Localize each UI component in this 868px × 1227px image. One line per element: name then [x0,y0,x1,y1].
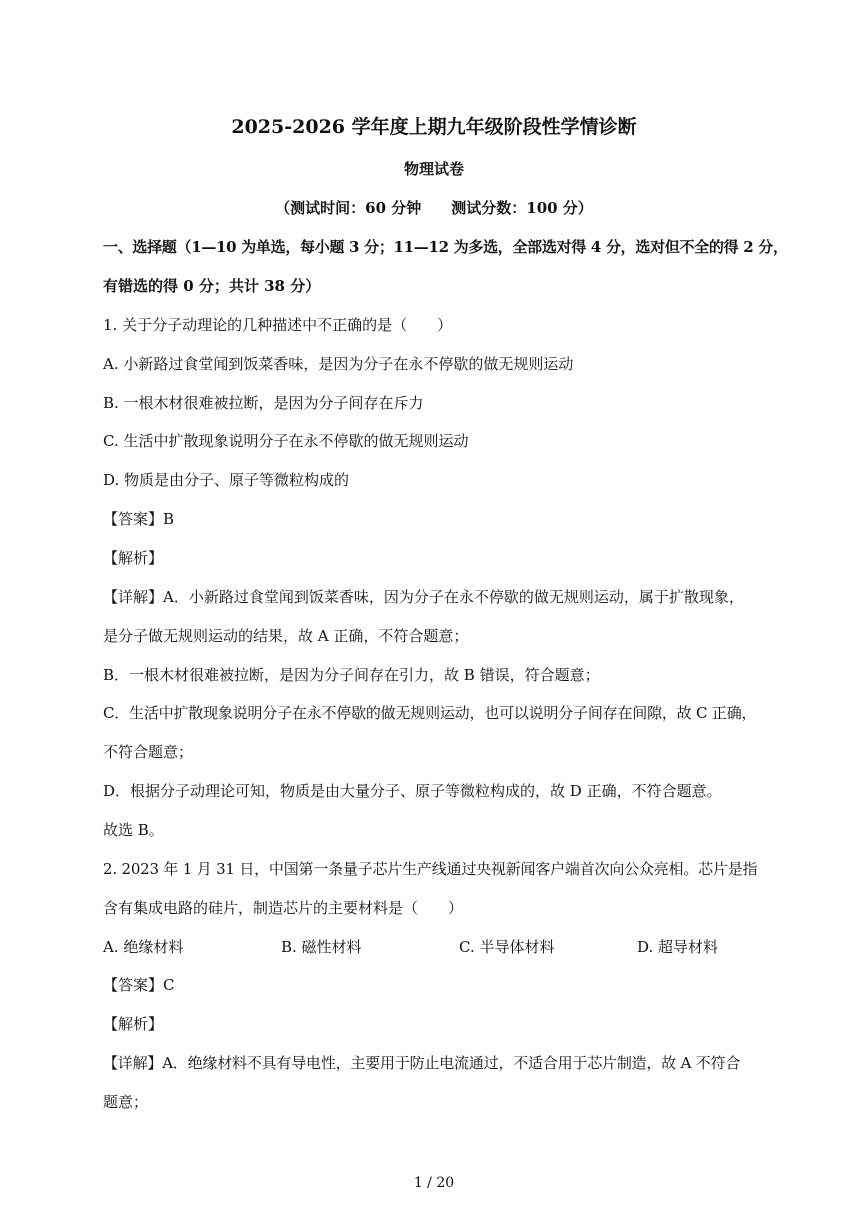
question-2-option-c: C. 半导体材料 [459,938,555,956]
question-1-answer: 【答案】B [103,510,175,528]
question-1-option-b: B. 一根木材很难被拉断，是因为分子间存在斥力 [103,394,424,412]
question-2-answer: 【答案】C [103,976,175,994]
question-1-conclusion: 故选 B。 [103,821,164,839]
question-2-stem-line2: 含有集成电路的硅片，制造芯片的主要材料是（ ） [103,899,464,917]
question-1-detail-line: 不符合题意； [103,743,194,761]
question-1-detail-line: D．根据分子动理论可知，物质是由大量分子、原子等微粒构成的，故 D 正确，不符合题意。 [103,782,722,800]
exam-title: 2025-2026 学年度上期九年级阶段性学情诊断 [231,116,637,138]
question-1-detail-line: B．一根木材很难被拉断，是因为分子间存在引力，故 B 错误，符合题意； [103,666,600,684]
question-1-detail-line: 是分子做无规则运动的结果，故 A 正确，不符合题意； [103,627,469,645]
question-1-option-d: D. 物质是由分子、原子等微粒构成的 [103,471,350,489]
question-1-option-c: C. 生活中扩散现象说明分子在永不停歇的做无规则运动 [103,432,469,450]
question-1-stem: 1. 关于分子动理论的几种描述中不正确的是（ ） [103,316,453,334]
question-2-option-a: A. 绝缘材料 [103,938,184,956]
exam-info: （测试时间：60 分钟 测试分数：100 分） [275,199,593,217]
section-heading-line1: 一、选择题（1—10 为单选，每小题 3 分；11—12 为多选，全部选对得 4 分，选对但不全的得 2 分， [103,238,788,256]
section-heading-line2: 有错选的得 0 分；共计 38 分） [103,277,321,295]
question-2-analysis-label: 【解析】 [103,1015,164,1033]
question-2-detail-line: 题意； [103,1093,149,1111]
question-1-detail-line: C．生活中扩散现象说明分子在永不停歇的做无规则运动，也可以说明分子间存在间隙，故 C 正确， [103,704,757,722]
question-2-detail-line: 【详解】A．绝缘材料不具有导电性，主要用于防止电流通过，不适合用于芯片制造，故 A 不符合 [103,1054,741,1072]
exam-subject: 物理试卷 [403,160,464,178]
question-2-stem-line1: 2. 2023 年 1 月 31 日，中国第一条量子芯片生产线通过央视新闻客户端首次向公众亮相。芯片是指 [103,860,758,878]
question-2-option-d: D. 超导材料 [637,938,719,956]
page-number: 1 / 20 [413,1175,455,1191]
question-1-option-a: A. 小新路过食堂闻到饭菜香味，是因为分子在永不停歇的做无规则运动 [103,355,574,373]
question-1-detail-line: 【详解】A．小新路过食堂闻到饭菜香味，因为分子在永不停歇的做无规则运动，属于扩散现象， [103,588,744,606]
question-1-analysis-label: 【解析】 [103,549,164,567]
question-2-option-b: B. 磁性材料 [281,938,362,956]
